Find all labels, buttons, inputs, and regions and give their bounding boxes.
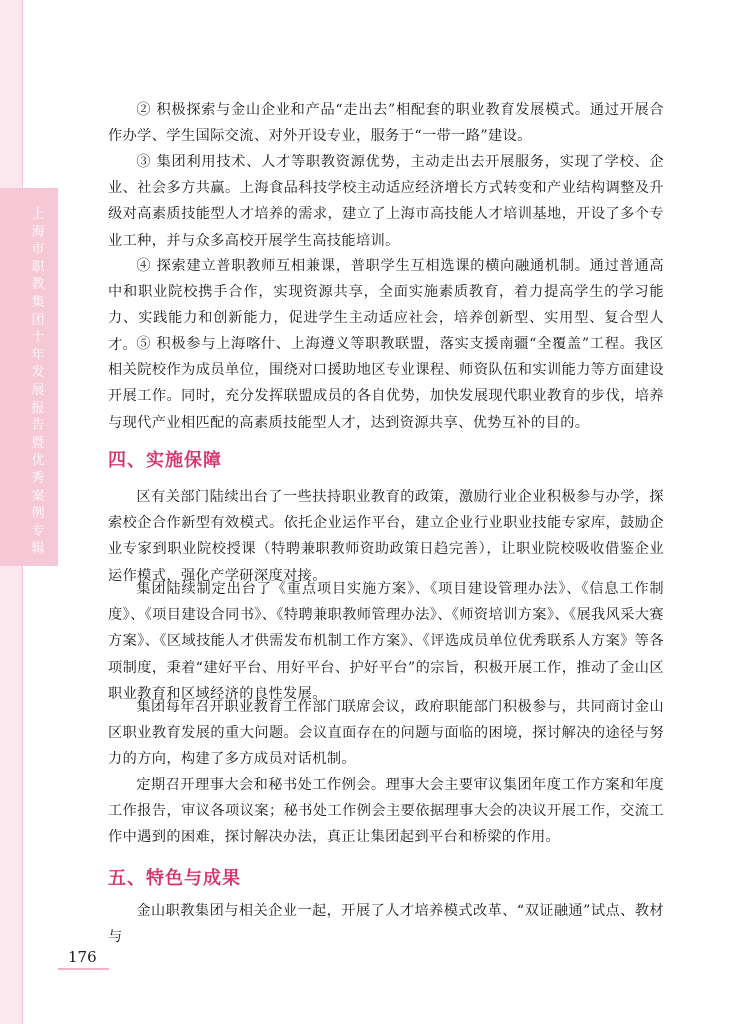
- section4-paragraph-2: 集团陆续制定出台了《重点项目实施方案》、《项目建设管理办法》、《信息工作制度》、《项目建设合同书》、《特聘兼职教师管理办法》、《师资培训方案》、《展我风采大赛方案》、《区域技能人才供需发布机制工作方案》、《评选成员单位优秀联系人方案》等各项制度，秉着“建好平台、用好平台、护好平台”的宗旨，积极开展工作，推动了金山区职业教育和区域经济的良性发展。: [108, 581, 664, 702]
- sidebar-title: 上海市职教集团十年发展报告暨优秀案例专辑: [31, 207, 45, 557]
- paragraph-item-5: ⑤ 积极参与上海喀什、上海遵义等职教联盟，落实支援南疆“全覆盖”工程。我区相关院校作为成员单位，围绕对口援助地区专业课程、师资队伍和实训能力等方面建设开展工作。同时，充分发挥联盟成员的各自优势，加快发展现代职业教育的步伐，培养与现代产业相匹配的高素质技能型人才，达到资源共享、优势互补的目的。: [108, 336, 664, 431]
- paragraph-item-2: ② 积极探索与金山企业和产品“走出去”相配套的职业教育发展模式。通过开展合作办学、学生国际交流、对外开设专业，服务于“一带一路”建设。: [108, 102, 664, 145]
- paragraph-item-4: ④ 探索建立普职教师互相兼课，普职学生互相选课的横向融通机制。通过普通高中和职业院校携手合作，实现资源共享，全面实施素质教育，着力提高学生的学习能力、实践能力和创新能力，促进学生主动适应社会，培养创新型、实用型、复合型人才。: [108, 258, 664, 353]
- page-number: 176: [68, 948, 97, 966]
- section4-paragraph-3: 集团每年召开职业教育工作部门联席会议，政府职能部门积极参与，共同商讨金山区职业教育发展的重大问题。会议直面存在的问题与面临的困境，探讨解决的途径与努力的方向，构建了多方成员对话机制。: [108, 699, 664, 768]
- section-heading-5: 五、特色与成果: [108, 868, 241, 889]
- footer-rule: [58, 968, 109, 970]
- sidebar-tab: [0, 188, 58, 566]
- section4-paragraph-1: 区有关部门陆续出台了一些扶持职业教育的政策，激励行业企业积极参与办学，探索校企合作新型有效模式。依托企业运作平台，建立企业行业职业技能专家库，鼓励企业专家到职业院校授课（特聘兼职教师资助政策日趋完善），让职业院校吸收借鉴企业运作模式，强化产学研深度对接。: [108, 489, 664, 584]
- section-heading-4: 四、实施保障: [108, 450, 222, 471]
- paragraph-item-3: ③ 集团利用技术、人才等职教资源优势，主动走出去开展服务，实现了学校、企业、社会多方共赢。上海食品科技学校主动适应经济增长方式转变和产业结构调整及升级对高素质技能型人才培养的需求，建立了上海市高技能人才培训基地，开设了多个专业工种，并与众多高校开展学生高技能培训。: [108, 154, 664, 249]
- section4-paragraph-4: 定期召开理事大会和秘书处工作例会。理事大会主要审议集团年度工作方案和年度工作报告，审议各项议案；秘书处工作例会主要依据理事大会的决议开展工作，交流工作中遇到的困难，探讨解决办法，真正让集团起到平台和桥梁的作用。: [108, 777, 664, 846]
- section5-paragraph-1: 金山职教集团与相关企业一起，开展了人才培养模式改革、“双证融通”试点、教材与: [108, 903, 664, 946]
